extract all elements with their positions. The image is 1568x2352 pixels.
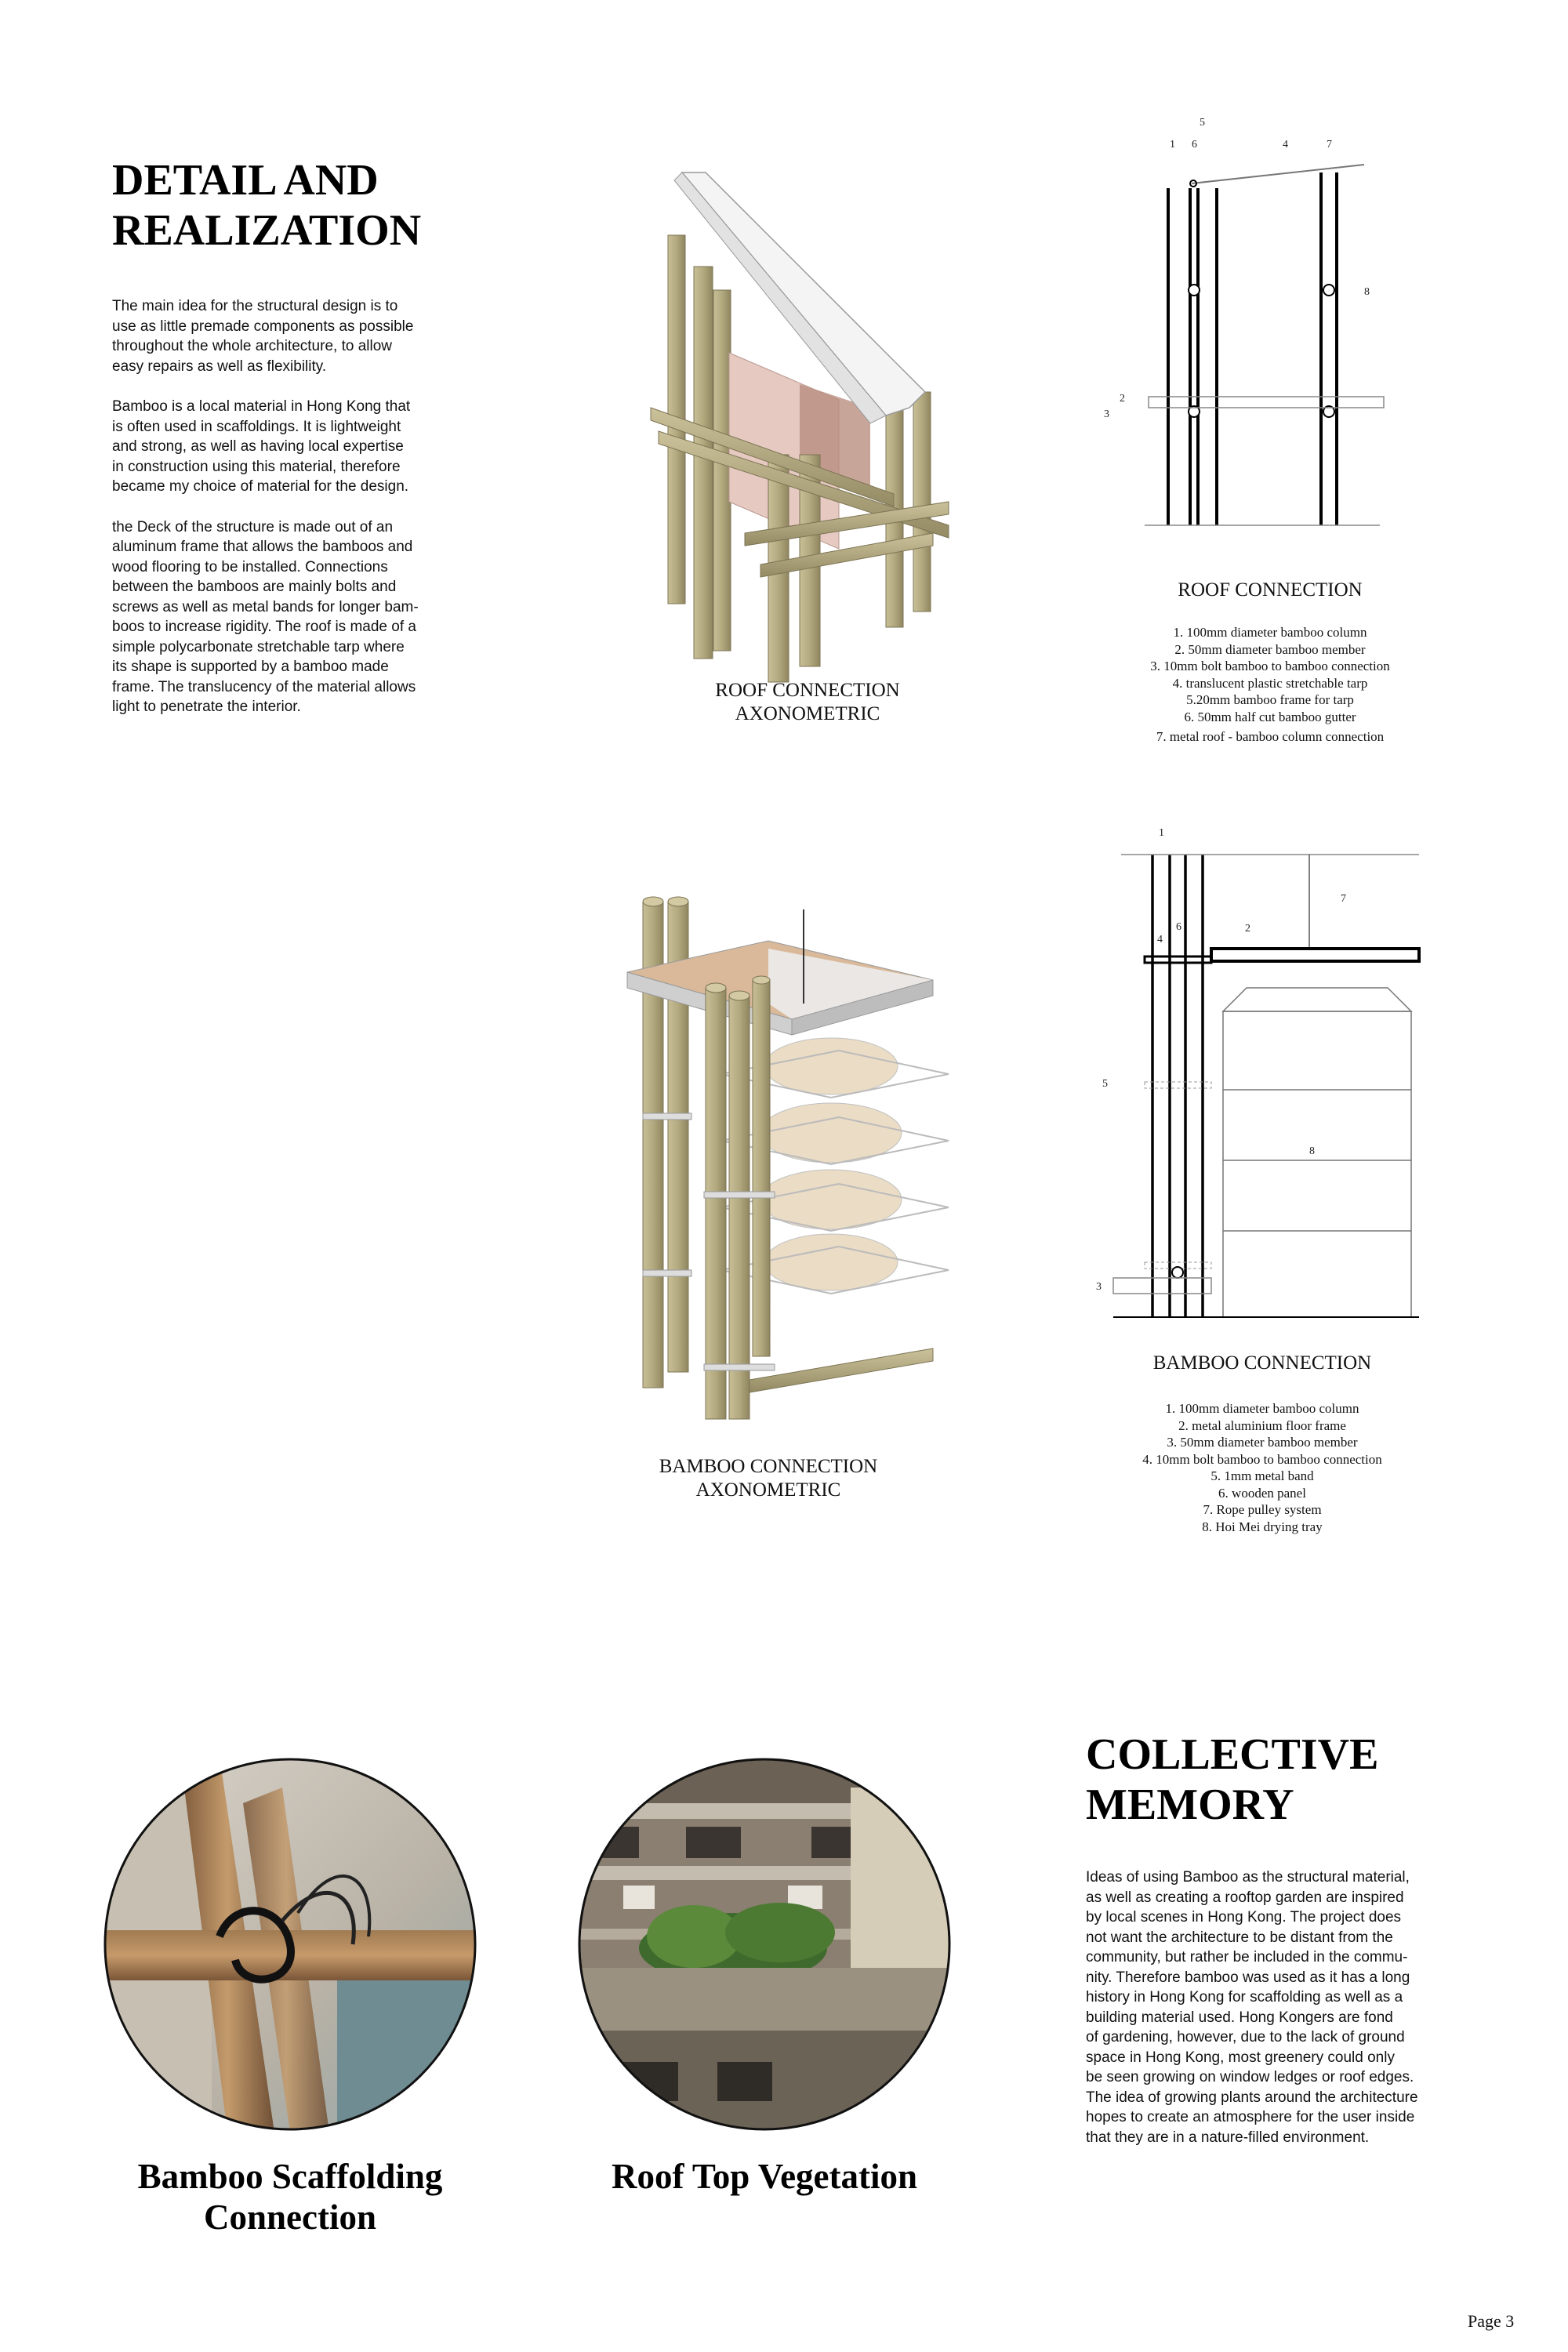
bamboo-section-number-2: 2 xyxy=(1245,923,1250,935)
rooftop-vegetation-title-line-1: Roof Top Vegetation xyxy=(611,2157,918,2196)
roof-axonometric-caption xyxy=(651,679,964,726)
roof-axonometric-caption-line-1: ROOF CONNECTION xyxy=(715,680,900,701)
roof-legend-item-7: 7. metal roof - bamboo column connection xyxy=(1156,729,1385,744)
roof-section-number-6: 6 xyxy=(1192,139,1197,151)
roof-section-number-8: 8 xyxy=(1364,286,1370,298)
page-number: Page 3 xyxy=(1468,2311,1515,2331)
roof-section-number-5: 5 xyxy=(1200,117,1205,129)
bamboo-scaffolding-title-line-1: Bamboo Scaffolding xyxy=(137,2157,443,2196)
bamboo-scaffolding-title-line-2: Connection xyxy=(203,2198,376,2237)
bamboo-axonometric-caption xyxy=(604,1455,933,1502)
bamboo-section-number-6: 6 xyxy=(1176,921,1181,933)
roof-section-number-4: 4 xyxy=(1283,139,1288,151)
bamboo-section-number-1: 1 xyxy=(1159,827,1164,839)
bamboo-legend-item-8: 8. Hoi Mei drying tray xyxy=(1202,1519,1323,1534)
roof-legend-item-6: 6. 50mm half cut bamboo gutter xyxy=(1184,709,1356,724)
collective-paragraph: Ideas of using Bamboo as the structural material, as well as creating a rooftop garden are inspired by local scenes in Hong Kong. The project does not want the architecture to be distant from the community, but rather be included in the commu- nity. Therefore bamboo was used as it has a long history in Hong Kong for scaffolding as well as a building material used. Hong Kongers are fond of gardening, however, due to the lack of ground space in Hong Kong, most greenery could only be seen growing on window ledges or roof edges. The idea of growing plants around the architecture hopes to create an atmosphere for the user inside that they are in a nature-filled environment. xyxy=(1086,1869,1418,2146)
detail-section xyxy=(112,155,449,738)
bamboo-legend-item-5: 5. 1mm metal band xyxy=(1210,1468,1314,1483)
roof-section-title: ROOF CONNECTION xyxy=(1178,579,1363,601)
bamboo-section-number-8: 8 xyxy=(1309,1145,1315,1157)
bamboo-section-number-3: 3 xyxy=(1096,1281,1102,1293)
roof-legend-item-4: 4. translucent plastic stretchable tarp xyxy=(1172,675,1368,691)
detail-paragraph-3: the Deck of the structure is made out of an aluminum frame that allows the bamboos and wood flooring to be installed. Connections between the bamboos are mainly bolts and screws as well as metal bands for longer bam- boos to increase rigidity. The roof is made of a simple polycarbonate stretchable tarp where its shape is supported by a bamboo made frame. The translucency of the material allows light to penetrate the interior. xyxy=(112,518,419,715)
bamboo-scaffolding-title xyxy=(55,2156,525,2238)
roof-axonometric-caption-line-2: AXONOMETRIC xyxy=(735,703,880,724)
detail-paragraph-1: The main idea for the structural design is to use as little premade components as possible throughout the whole architecture, to allow easy repairs as well as flexibility. xyxy=(112,298,414,375)
detail-body xyxy=(112,296,449,717)
bamboo-section-legend xyxy=(1074,1400,1450,1535)
collective-title xyxy=(1086,1730,1478,1830)
roof-section-legend xyxy=(1082,624,1458,746)
bamboo-section-title: BAMBOO CONNECTION xyxy=(1152,1352,1372,1374)
roof-legend-item-2: 2. 50mm diameter bamboo member xyxy=(1174,641,1366,657)
detail-title-line-2: REALIZATION xyxy=(112,206,422,255)
roof-axonometric-drawing xyxy=(635,157,964,690)
roof-section-drawing xyxy=(1098,110,1396,533)
detail-paragraph-2: Bamboo is a local material in Hong Kong that is often used in scaffoldings. It is lightweight and strong, as well as having local expertise in construction using this material, therefore became my choice of material for the design. xyxy=(112,398,411,495)
bamboo-axonometric-drawing xyxy=(604,878,956,1427)
bamboo-scaffolding-photo xyxy=(102,1756,478,2132)
bamboo-section-number-7: 7 xyxy=(1341,893,1346,905)
bamboo-legend-item-6: 6. wooden panel xyxy=(1218,1485,1306,1501)
bamboo-legend-item-7: 7. Rope pulley system xyxy=(1203,1502,1322,1517)
rooftop-vegetation-title xyxy=(529,2156,1000,2197)
bamboo-section-number-4: 4 xyxy=(1157,934,1163,946)
roof-section-number-2: 2 xyxy=(1120,393,1125,405)
roof-legend-item-5: 5.20mm bamboo frame for tarp xyxy=(1186,692,1354,707)
roof-legend-item-1: 1. 100mm diameter bamboo column xyxy=(1173,625,1367,640)
roof-section-number-3: 3 xyxy=(1104,408,1109,420)
collective-title-line-2: MEMORY xyxy=(1086,1780,1294,1829)
collective-title-line-1: COLLECTIVE xyxy=(1086,1730,1379,1779)
collective-body xyxy=(1086,1867,1478,2147)
bamboo-section-number-5: 5 xyxy=(1102,1078,1108,1090)
roof-legend-item-3: 3. 10mm bolt bamboo to bamboo connection xyxy=(1150,659,1390,673)
bamboo-legend-item-3: 3. 50mm diameter bamboo member xyxy=(1167,1435,1358,1450)
bamboo-axonometric-caption-line-1: BAMBOO CONNECTION xyxy=(659,1456,878,1477)
detail-title-line-1: DETAIL AND xyxy=(112,156,379,205)
bamboo-legend-item-4: 4. 10mm bolt bamboo to bamboo connection xyxy=(1142,1451,1382,1467)
bamboo-legend-item-1: 1. 100mm diameter bamboo column xyxy=(1165,1401,1359,1416)
bamboo-axonometric-caption-line-2: AXONOMETRIC xyxy=(695,1479,841,1501)
collective-section xyxy=(1086,1730,1478,2168)
detail-title xyxy=(112,155,449,256)
roof-section-number-1: 1 xyxy=(1170,139,1175,151)
bamboo-section-drawing xyxy=(1090,815,1435,1333)
roof-section-number-7: 7 xyxy=(1327,139,1332,151)
rooftop-vegetation-photo xyxy=(576,1756,953,2132)
bamboo-legend-item-2: 2. metal aluminium floor frame xyxy=(1178,1417,1346,1433)
